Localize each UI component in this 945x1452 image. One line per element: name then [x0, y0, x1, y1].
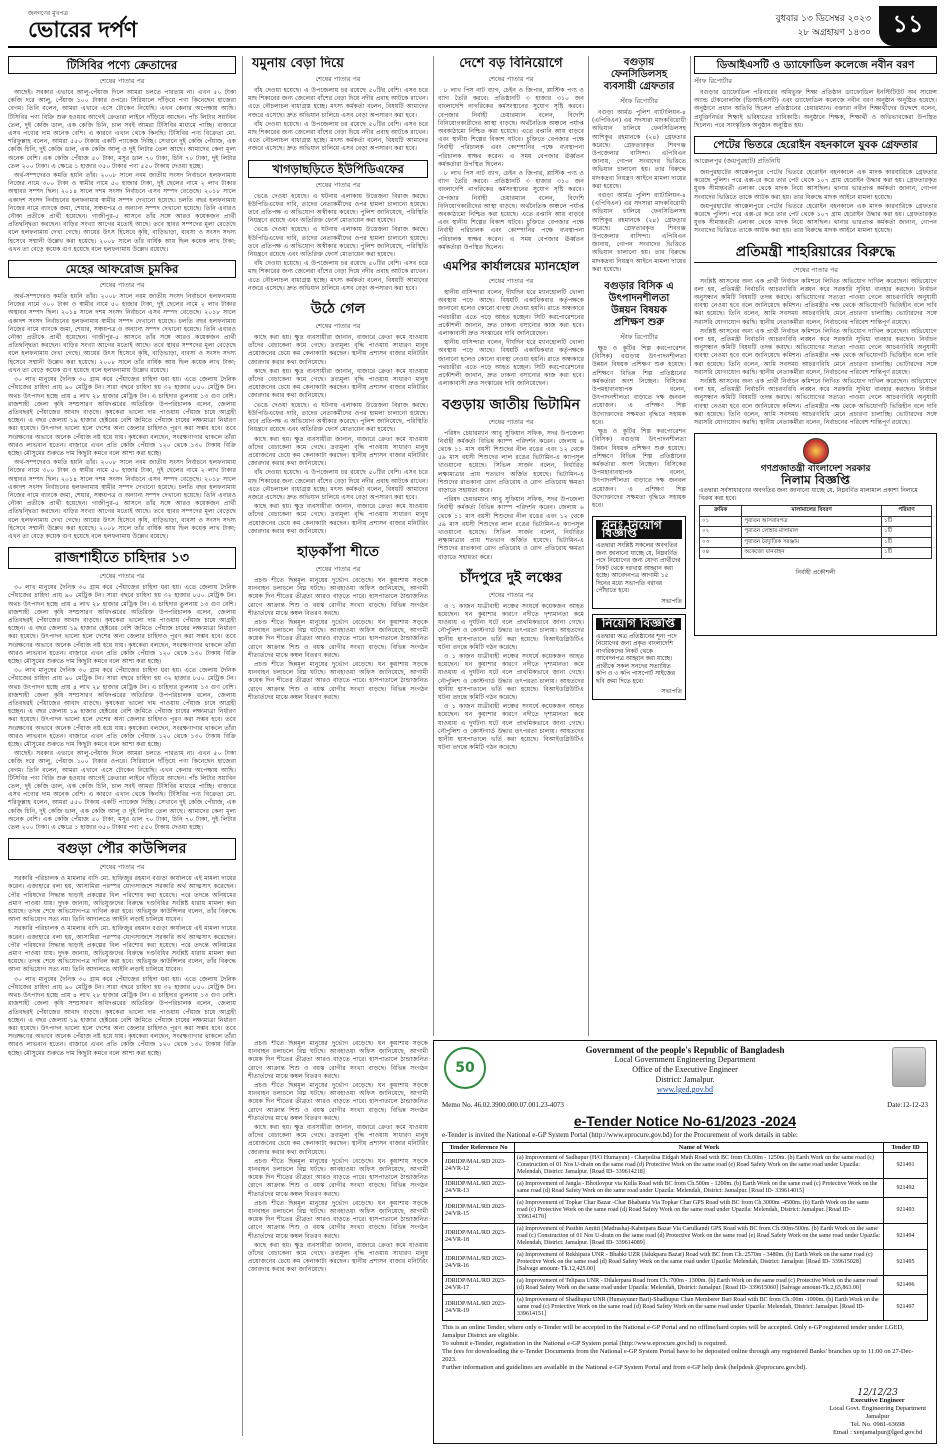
story-body: সরকারি পরিচালক ও মামলার বাদি মো. হাফিজুর রহমান বগুড়া কার্যালয়ে এই মামলা দায়ের করেন। এজাহারে বলা হয়, আসামিরা পরস্পর যোগসাজশে সরকারি অর্থ আত্মসাৎ করেছেন। পৌর পরিষদের সিদ্ধান্ত ছাড়াই প্রকল্পের বিল পরিশোধ করা হয়েছে। পরে তদন্তে অনিয়মের প্রমাণ পাওয়া যায়। দুদক জানায়, অভিযুক্তদের বিরুদ্ধে দণ্ডবিধির সংশ্লিষ্ট ধারায় মামলা করা হয়েছে। তদন্ত শেষে অভিযোগপত্র দাখিল করা হবে। অভিযুক্ত কাউন্সিলর বলেন, তাঁর বিরুদ্ধে আনা অভিযোগ সত্য নয়। তিনি আদালতে আইনি লড়াই চালিয়ে যাবেন। সরকারি পরিচালক ও মামলার বাদি মো. হাফিজুর রহমান বগুড়া কার্যালয়ে এই মামলা দায়ের করেন। এজাহারে বলা হয়, আসামিরা পরস্পর যোগসাজশে সরকারি অর্থ আত্মসাৎ করেছেন। পৌর পরিষদের সিদ্ধান্ত ছাড়াই প্রকল্পের বিল পরিশোধ করা হয়েছে। পরে তদন্তে অনিয়মের প্রমাণ পাওয়া যায়। দুদক জানায়, অভিযুক্তদের বিরুদ্ধে দণ্ডবিধির সংশ্লিষ্ট ধারায় মামলা করা হয়েছে। তদন্ত শেষে অভিযোগপত্র দাখিল করা হবে। অভিযুক্ত কাউন্সিলর বলেন, তাঁর বিরুদ্ধে আনা অভিযোগ সত্য নয়। তিনি আদালতে আইনি লড়াই চালিয়ে যাবেন। ৩০ লাখ মানুষের দৈনিক ৩০ গ্রাম করে পেঁয়াজের চাহিদা ধরা হয়। এতে জেলায় দৈনিক পেঁয়াজের চাহিদা প্রায় ৯০ মেট্রিক টন। সারা বছরে চাহিদা হয় ৩২ হাজার ৮৫০ মেট্রিক টন। অথচ উৎপাদন হচ্ছে প্রায় ৪ লাখ ২৮ হাজার মেট্রিক টন। এ চাহিদার তুলনায় ১৩ গুণ বেশি। রাজশাহী জেলা কৃষি সম্প্রসারণ অধিদপ্তরের অতিরিক্ত উপপরিচালক বলেন, জেলায় প্রতিবছরই পেঁয়াজের আবাদ বাড়ছে। কৃষকেরা ভালো দাম পাওয়ায় পেঁয়াজ চাষে আগ্রহী হচ্ছেন। এ বছর জেলায় ১৯ হাজার হেক্টরের বেশি জমিতে পেঁয়াজ চাষের লক্ষ্যমাত্রা নির্ধারণ করা হয়েছে। উৎপাদন ভালো হলে দেশের অন্য জেলার চাহিদাও পূরণ করা সম্ভব হবে। তবে সংরক্ষণের অভাবে অনেক পেঁয়াজ নষ্ট হয়ে যায়। কৃষকেরা বলছেন, সংরক্ষণাগার থাকলে তাঁরা আরও লাভবান হতেন। বাজারে এখন প্রতি কেজি পেঁয়াজ ১২০ থেকে ১৩০ টাকায় বিক্রি হচ্ছে। মৌসুমের শুরুতে দাম কিছুটা কমবে বলে আশা করা হচ্ছে।: [8, 875, 236, 1057]
tender-ref: JDRIDP/MAL/RD 2023-24/VR-18: [443, 1224, 515, 1250]
tender-url-link[interactable]: www.lged.gov.bd: [656, 1085, 714, 1094]
column-divider: [588, 56, 589, 1036]
ad-punah-niyog: [592, 516, 686, 609]
column-divider: [242, 56, 243, 1436]
byline: শেষের পাতার পর: [488, 75, 534, 83]
tender-notes: [442, 1324, 928, 1372]
byline: শেষের পাতার পর: [315, 75, 361, 83]
ad-intro: এতদ্বারা সর্বসাধারণের অবগতির জন্য জানানো যাচ্ছে যে, নিম্নবর্ণিত মালামাল প্রকাশ্য নিলামে বিক্রয় করা হবে।: [699, 487, 918, 502]
byline: স্টাফ রিপোর্টার: [620, 333, 658, 342]
story-body: স্থানীয় বাসিন্দারা বলেন, দীর্ঘদিন ধরে ম্যানহোলটি খোলা অবস্থায় পড়ে আছে। বিষয়টি একাধিকবার কর্তৃপক্ষকে জানানো হলেও কোনো ব্যবস্থা নেওয়া হয়নি। রাতে অন্ধকারে পথচারীরা এতে পড়ে আহত হচ্ছেন। সিটি করপোরেশনের প্রকৌশলী জানান, দ্রুত ঢাকনা বসানোর কাজ করা হবে। এলাকাবাসী দ্রুত সংস্কারের দাবি জানিয়েছেন। স্থানীয় বাসিন্দারা বলেন, দীর্ঘদিন ধরে ম্যানহোলটি খোলা অবস্থায় পড়ে আছে। বিষয়টি একাধিকবার কর্তৃপক্ষকে জানানো হলেও কোনো ব্যবস্থা নেওয়া হয়নি। রাতে অন্ধকারে পথচারীরা এতে পড়ে আহত হচ্ছেন। সিটি করপোরেশনের প্রকৌশলী জানান, দ্রুত ঢাকনা বসানোর কাজ করা হবে। এলাকাবাসী দ্রুত সংস্কারের দাবি জানিয়েছেন।: [438, 289, 584, 388]
headline[interactable]: দেশে বড় বিনিয়োগে: [459, 56, 563, 71]
note: Further information and guidelines are available in the National e-GP System Portal and from e-GP help desk (helpdesk @eprocure.gov.bd).: [442, 1364, 807, 1371]
e-tender-notice: [433, 1040, 937, 1444]
headline[interactable]: ডিআইএসটি ও ড্যাফোডিল কলেজে নবীন বরণ: [694, 56, 937, 74]
ad-signer: সভাপতি: [661, 688, 682, 696]
byline: শেষের পাতার পর: [99, 77, 145, 85]
headline[interactable]: বগুড়া পৌর কাউন্সিলর: [8, 838, 236, 860]
tender-district: District: Jamalpur.: [655, 1075, 715, 1084]
story-khagrachari: [248, 160, 428, 293]
story-fensidil: [592, 56, 686, 274]
story-body: বাঁধ দেওয়া হয়েছে। এ উপজেলায় চর রয়েছে ৫০টির বেশি। এসব চরে মাছ শিকারের জন্য জেলেরা বাঁশের বেড়া দিয়ে নদীর প্রবাহ আটকে রাখেন। এতে নৌচলাচল বাধাগ্রস্ত হচ্ছে। মৎস্য কর্মকর্তা বলেন, বিষয়টি আমাদের নজরে এসেছে। দ্রুত অভিযান চালিয়ে এসব বেড়া অপসারণ করা হবে। বাঁধ দেওয়া হয়েছে। এ উপজেলায় চর রয়েছে ৫০টির বেশি। এসব চরে মাছ শিকারের জন্য জেলেরা বাঁশের বেড়া দিয়ে নদীর প্রবাহ আটকে রাখেন। এতে নৌচলাচল বাধাগ্রস্ত হচ্ছে। মৎস্য কর্মকর্তা বলেন, বিষয়টি আমাদের নজরে এসেছে। দ্রুত অভিযান চালিয়ে এসব বেড়া অপসারণ করা হবে।: [248, 87, 428, 153]
story-body: সংশ্লিষ্ট আসনের অন্য এক প্রার্থী নির্বাচন কমিশনে লিখিত অভিযোগ দাখিল করেছেন। অভিযোগে বলা হয়, প্রতিমন্ত্রী নির্বাচনি আচরণবিধি লঙ্ঘন করে সরকারি সুবিধা ব্যবহার করছেন। নির্বাচন অনুসন্ধান কমিটি বিষয়টি তদন্ত করছে। অভিযোগের সত্যতা পাওয়া গেলে আচরণবিধি অনুযায়ী ব্যবস্থা নেওয়া হবে বলে জানিয়েছে কমিশন। প্রতিমন্ত্রীর পক্ষ থেকে অভিযোগটি ভিত্তিহীন বলে দাবি করা হয়েছে। তিনি বলেন, আমি সবসময় আচরণবিধি মেনে প্রচারণা চালাচ্ছি। ভোটারদের সঙ্গে সরাসরি যোগাযোগ করছি। স্থানীয় নেতাকর্মীরা বলেন, নির্বাচনের পরিবেশ শান্তিপূর্ণ রয়েছে। সংশ্লিষ্ট আসনের অন্য এক প্রার্থী নির্বাচন কমিশনে লিখিত অভিযোগ দাখিল করেছেন। অভিযোগে বলা হয়, প্রতিমন্ত্রী নির্বাচনি আচরণবিধি লঙ্ঘন করে সরকারি সুবিধা ব্যবহার করছেন। নির্বাচন অনুসন্ধান কমিটি বিষয়টি তদন্ত করছে। অভিযোগের সত্যতা পাওয়া গেলে আচরণবিধি অনুযায়ী ব্যবস্থা নেওয়া হবে বলে জানিয়েছে কমিশন। প্রতিমন্ত্রীর পক্ষ থেকে অভিযোগটি ভিত্তিহীন বলে দাবি করা হয়েছে। তিনি বলেন, আমি সবসময় আচরণবিধি মেনে প্রচারণা চালাচ্ছি। ভোটারদের সঙ্গে সরাসরি যোগাযোগ করছি। স্থানীয় নেতাকর্মীরা বলেন, নির্বাচনের পরিবেশ শান্তিপূর্ণ রয়েছে। সংশ্লিষ্ট আসনের অন্য এক প্রার্থী নির্বাচন কমিশনে লিখিত অভিযোগ দাখিল করেছেন। অভিযোগে বলা হয়, প্রতিমন্ত্রী নির্বাচনি আচরণবিধি লঙ্ঘন করে সরকারি সুবিধা ব্যবহার করছেন। নির্বাচন অনুসন্ধান কমিটি বিষয়টি তদন্ত করছে। অভিযোগের সত্যতা পাওয়া গেলে আচরণবিধি অনুযায়ী ব্যবস্থা নেওয়া হবে বলে জানিয়েছে কমিশন। প্রতিমন্ত্রীর পক্ষ থেকে অভিযোগটি ভিত্তিহীন বলে দাবি করা হয়েছে। তিনি বলেন, আমি সবসময় আচরণবিধি মেনে প্রচারণা চালাচ্ছি। ভোটারদের সঙ্গে সরাসরি যোগাযোগ করছি। স্থানীয় নেতাকর্মীরা বলেন, নির্বাচনের পরিবেশ শান্তিপূর্ণ রয়েছে।: [694, 277, 937, 427]
byline: স্টাফ রিপোর্টার: [620, 97, 658, 105]
note: To submit e-Tender, registration in the National e-GP System portal (http://www.eprocure.gov.bd) is required.: [442, 1340, 728, 1347]
column-right: [694, 56, 937, 1036]
government-seal-icon: [803, 438, 829, 464]
byline: শেষের পাতার পর: [315, 564, 361, 573]
table-row: [443, 1198, 928, 1224]
portrait-image: [892, 1047, 926, 1087]
headline[interactable]: চাঁদপুরে দুই লঞ্চের: [459, 569, 563, 586]
note: The fees for downloading the e-Tender Documents from the National e-GP System Portal have to be deposited online through any registered Banks' branches up to 11:00 on 27-Dec-2023.: [442, 1348, 914, 1363]
newspaper-logo: [28, 8, 137, 43]
col-name: Name of Work: [515, 1143, 884, 1153]
table-row: ০২ পুরাতন লোহার মালামাল ১টি: [700, 527, 932, 538]
headline[interactable]: হাড়কাঁপা শীতে: [296, 543, 380, 560]
column-divider: [433, 56, 434, 1036]
story-harkapa: [248, 542, 428, 702]
story-manhole: [438, 258, 584, 388]
headline[interactable]: পেটের ভিতরে হেরোইন বহনকালে যুবক গ্রেফতার: [694, 136, 937, 154]
story-body: ভেঙে দেওয়া হয়েছে। এ ঘটনায় এলাকায় উত্তেজনা বিরাজ করছে। ইউপিডিএফের দাবি, তাদের নেতাকর্মীদের ওপর হামলা চালানো হয়েছে। তবে প্রতিপক্ষ এ অভিযোগ অস্বীকার করেছে। পুলিশ জানিয়েছে, পরিস্থিতি নিয়ন্ত্রণে রয়েছে এবং অতিরিক্ত ফোর্স মোতায়েন করা হয়েছে। ভেঙে দেওয়া হয়েছে। এ ঘটনায় এলাকায় উত্তেজনা বিরাজ করছে। ইউপিডিএফের দাবি, তাদের নেতাকর্মীদের ওপর হামলা চালানো হয়েছে। তবে প্রতিপক্ষ এ অভিযোগ অস্বীকার করেছে। পুলিশ জানিয়েছে, পরিস্থিতি নিয়ন্ত্রণে রয়েছে এবং অতিরিক্ত ফোর্স মোতায়েন করা হয়েছে। বাঁধ দেওয়া হয়েছে। এ উপজেলায় চর রয়েছে ৫০টির বেশি। এসব চরে মাছ শিকারের জন্য জেলেরা বাঁশের বেড়া দিয়ে নদীর প্রবাহ আটকে রাখেন। এতে নৌচলাচল বাধাগ্রস্ত হচ্ছে। মৎস্য কর্মকর্তা বলেন, বিষয়টি আমাদের নজরে এসেছে। দ্রুত অভিযান চালিয়ে এসব বেড়া অপসারণ করা হবে।: [248, 192, 428, 292]
table-row: [443, 1295, 928, 1321]
headline[interactable]: উঠে গেল: [310, 301, 366, 318]
byline: শেষের পাতার পর: [99, 863, 145, 872]
ad-title: নিলাম বিজ্ঞপ্তি: [781, 472, 850, 487]
story-bisic: [592, 280, 686, 510]
tender-signature-block: [829, 1389, 926, 1437]
tender-title: e-Tender Notice No-61/2023 -2024: [573, 1113, 797, 1129]
table-row: ০৩ পুরাতন বৈদ্যুতিক সরঞ্জাম ১টি: [700, 537, 932, 548]
story-harkapa-cont: [248, 1040, 428, 1275]
story-chandpur: [438, 568, 584, 753]
tender-work-name: (a) Improvement of Rekhipara UNR - Bhabki UZR (Jalukpara Bazar) Road with BC from Ch.:2570m - 3480m. (b) Earth Work on the same road (c) Protective Work on the same road (d) Road Safety Work on the same road under Upazila: Melendah, District: Jamalpur. [Road ID- 339615028] [Salvage amount- Tk.12,425.00]: [515, 1250, 884, 1276]
tender-id: 921493: [884, 1198, 928, 1224]
byline: শেষের পাতার পর: [99, 281, 145, 290]
signer-tel: Tel. No. 0981-63698: [850, 1421, 905, 1428]
date-bengali: ২৮ অগ্রহায়ণ ১৪৩০: [797, 28, 871, 38]
table-row: [443, 1250, 928, 1276]
ad-niyog: [592, 614, 686, 700]
ad-signer: নির্বাহী প্রকৌশলী: [795, 568, 836, 576]
story-body: আছেই। সরকার এভাবে আলু-পেঁয়াজ দিলে আমরা চলতে পারতাম না। এখন ৫০ টাকা কেজি দরে আলু, পেঁয়াজ ১০০ টাকার ওপরে। সিরিয়ালে দাঁড়িয়ে পণ্য কিনেছেন হাজেরা বেগম। তিনি বলেন, আমরা এখানে এসে টোকেন নিয়েছি। এখন কেনার অপেক্ষায় আছি। টিসিবির পণ্য বিক্রি শুরু হওয়ার আগেই ক্রেতারা লাইনে দাঁড়িয়ে আছেন। পাঁচ লিটার সয়াবিন তেল, দুই কেজি ডাল, এক কেজি চিনি, চাল সবই আমরা টিসিবির মাধ্যমে পাচ্ছি। বাজারে এসব পণ্যের দাম অনেক বেশি। এ কারণে এখান থেকে কিনছি। টিসিবির পণ্য বিক্রেতা মো. শরিফুল্লাহ বলেন, আমরা ৫৫০ টাকায় একটি প্যাকেজ দিচ্ছি। সেখানে দুই কেজি পেঁয়াজ, এক কেজি চিনি, দুই কেজি ডাল, এক কেজি আলু ও দুই লিটার তেল আছে। আমাদের কেনা মূল্য অনেক বেশি। এক কেজি পেঁয়াজ ৫০ টাকা, মসুর ডাল ৭০ টাকা, চিনি ৭০ টাকা, দুই লিটার তেল ২০০ টাকা। এ ক্ষেত্রে ১ হাজার ৩৫০ টাকার পণ্য ৫৫০ টাকায় দেওয়া হচ্ছে। অর্থ-সম্পদেরও কমতি হয়নি তাঁর। ২০০৮ সালে নবম জাতীয় সংসদ নির্বাচনে হলফনামায় নিজের নামে ৩০০ টাকা ও স্বামীর নামে ৫০ হাজার টাকা, দুই ছেলের নামে ২ লাখ টাকার অস্থাবর সম্পদ ছিল। ২০১৪ সালে দশম সংসদ নির্বাচনে এসব সম্পদ বেড়েছে। ২০১৮ সালে একাদশ সংসদ নির্বাচনের হলফনামায় স্বামীর সম্পদ দেখানো হয়েছে। চলতি বছর হলফনামায় নিজের নামে ব্যাংকে জমা, শেয়ার, সঞ্চয়পত্র ও অন্যান্য সম্পদ দেখানো হয়েছে। তিনি এবারও নৌকা প্রতীকে প্রার্থী হয়েছেন। গাজীপুর-৫ আসনে তাঁর সঙ্গে আরও কয়েকজন প্রার্থী প্রতিদ্বন্দ্বিতা করছেন। বাড়ির সংখ্যা আগের মতোই আছে। তবে স্থাবর সম্পদের মূল্য বেড়েছে বলে হলফনামায় দেখা গেছে। আয়ের উৎস হিসেবে কৃষি, বাড়িভাড়া, ব্যবসা ও সংসদ সদস্য হিসেবে সম্মানী উল্লেখ করা হয়েছে। ২০০৮ সালে তাঁর বার্ষিক আয় ছিল কয়েক লাখ টাকা; এখন তা বেড়ে কয়েক গুণ হয়েছে বলে হলফনামায় উল্লেখ রয়েছে।: [8, 89, 236, 253]
tender-work-name: (a) Improvement of Sadhupur (H/O Humayun) - Charpolisa Eidgah Math Road with BC from Ch.00m - 1250m. (b) Earth Work on the same road (c) Construction of 01 Nos U-drain on the same road (d) Protective Work on the same road (e) Road Safety Work on the same road under Upazila: Melendah, District: Jamalpur. [Road ID- 339614218]: [515, 1153, 884, 1179]
headline[interactable]: মেহের আফরোজ চুমকির: [8, 260, 236, 278]
column-center: [438, 56, 584, 1036]
story-body: জয়পুরহাটের আক্কেলপুরে পেটের ভিতরে হেরোইন বহনকালে এক মাদক কারবারিকে গ্রেফতার করেছে পুলিশ। পরে এক্স-রে করে তার পেট থেকে ১০৭ গ্রাম হেরোইন উদ্ধার করা হয়। গ্রেফতারকৃত যুবক সীমান্তবর্তী এলাকা থেকে মাদক নিয়ে আসছিল। থানার ভারপ্রাপ্ত কর্মকর্তা জানান, গোপন সংবাদের ভিত্তিতে তাকে আটক করা হয়। তার বিরুদ্ধে মাদক আইনে মামলা হয়েছে। জয়পুরহাটের আক্কেলপুরে পেটের ভিতরে হেরোইন বহনকালে এক মাদক কারবারিকে গ্রেফতার করেছে পুলিশ। পরে এক্স-রে করে তার পেট থেকে ১০৭ গ্রাম হেরোইন উদ্ধার করা হয়। গ্রেফতারকৃত যুবক সীমান্তবর্তী এলাকা থেকে মাদক নিয়ে আসছিল। থানার ভারপ্রাপ্ত কর্মকর্তা জানান, গোপন সংবাদের ভিত্তিতে তাকে আটক করা হয়। তার বিরুদ্ধে মাদক আইনে মামলা হয়েছে।: [694, 169, 937, 235]
tender-gov: Government of the people's Republic of Bangladesh: [585, 1045, 785, 1055]
anniversary-logo-icon: 50: [444, 1047, 486, 1089]
byline: শেষের পাতার পর: [488, 590, 534, 599]
story-vitamin: [438, 395, 584, 562]
byline: স্টাফ রিপোর্টার: [694, 77, 732, 85]
tender-dept: Local Government Engineering Department: [614, 1055, 756, 1064]
headline[interactable]: প্রতিমন্ত্রী শাহরিয়ারের বিরুদ্ধে: [694, 242, 937, 263]
signer-place: Jamalpur: [865, 1413, 890, 1420]
memo-number: Memo No. 46.02.3900.000.07.001.23-4073: [442, 1101, 564, 1109]
tender-memo-row: [442, 1101, 928, 1109]
headline[interactable]: রাজশাহীতে চাহিদার ১৩: [8, 547, 236, 569]
tender-ref: JDRIDP/MAL/RD 2023-24/VR-16: [443, 1250, 515, 1276]
column-center-left-bottom: [248, 1040, 428, 1440]
story-body: পরিষদ চেয়ারম্যান আবু সুফিয়ান সফিক, সদর উপজেলা নির্বাহী কর্মকর্তা বিভিন্ন ক্যাম্প পরিদর্শন করেন। জেলায় ৬ থেকে ১১ মাস বয়সী শিশুদের নীল রঙের এবং ১২ থেকে ৫৯ মাস বয়সী শিশুদের লাল রঙের ভিটামিন-এ ক্যাপসুল খাওয়ানো হয়েছে। সিভিল সার্জন বলেন, নির্ধারিত লক্ষ্যমাত্রার প্রায় শতভাগ অর্জিত হয়েছে। ভিটামিন-এ শিশুদের রাতকানা রোগ প্রতিরোধ ও রোগ প্রতিরোধ ক্ষমতা বাড়াতে সহায়তা করে। পরিষদ চেয়ারম্যান আবু সুফিয়ান সফিক, সদর উপজেলা নির্বাহী কর্মকর্তা বিভিন্ন ক্যাম্প পরিদর্শন করেন। জেলায় ৬ থেকে ১১ মাস বয়সী শিশুদের নীল রঙের এবং ১২ থেকে ৫৯ মাস বয়সী শিশুদের লাল রঙের ভিটামিন-এ ক্যাপসুল খাওয়ানো হয়েছে। সিভিল সার্জন বলেন, নির্ধারিত লক্ষ্যমাত্রার প্রায় শতভাগ অর্জিত হয়েছে। ভিটামিন-এ শিশুদের রাতকানা রোগ প্রতিরোধ ও রোগ প্রতিরোধ ক্ষমতা বাড়াতে সহায়তা করে।: [438, 429, 584, 561]
table-row: ০১ পুরাতন আসবাবপত্র ১টি: [700, 516, 932, 527]
tender-office: Office of the Executive Engineer: [632, 1065, 738, 1074]
column-center-right: [592, 56, 686, 1036]
story-jamuna: [248, 56, 428, 154]
story-foreign: [438, 56, 584, 252]
headline[interactable]: বগুড়ার বিসিক এ উৎপাদনশীলতা উন্নয়ন বিষয়ক প্রশিক্ষণ শুরু: [604, 281, 674, 329]
signer-title: Executive Engineer: [850, 1397, 905, 1404]
tender-work-name: (a) Improvement of Pasthin Amitti (Madrasha)-Kahetpara Bazar Via Carulkandi GPS Road with BC from Ch.:00m-500m. (b) Earth Work on the same road (c) Construction of 01 Nos U-drain on the same road (d) Protective Work on the same road (e) Road Safety Work on the same road under Upazila: Melendah, District: Jamalpur. [Road ID- 339614089]: [515, 1224, 884, 1250]
table-row: [443, 1276, 928, 1295]
story-body: অর্থ-সম্পদেরও কমতি হয়নি তাঁর। ২০০৮ সালে নবম জাতীয় সংসদ নির্বাচনে হলফনামায় নিজের নামে ৩০০ টাকা ও স্বামীর নামে ৫০ হাজার টাকা, দুই ছেলের নামে ২ লাখ টাকার অস্থাবর সম্পদ ছিল। ২০১৪ সালে দশম সংসদ নির্বাচনে এসব সম্পদ বেড়েছে। ২০১৮ সালে একাদশ সংসদ নির্বাচনের হলফনামায় স্বামীর সম্পদ দেখানো হয়েছে। চলতি বছর হলফনামায় নিজের নামে ব্যাংকে জমা, শেয়ার, সঞ্চয়পত্র ও অন্যান্য সম্পদ দেখানো হয়েছে। তিনি এবারও নৌকা প্রতীকে প্রার্থী হয়েছেন। গাজীপুর-৫ আসনে তাঁর সঙ্গে আরও কয়েকজন প্রার্থী প্রতিদ্বন্দ্বিতা করছেন। বাড়ির সংখ্যা আগের মতোই আছে। তবে স্থাবর সম্পদের মূল্য বেড়েছে বলে হলফনামায় দেখা গেছে। আয়ের উৎস হিসেবে কৃষি, বাড়িভাড়া, ব্যবসা ও সংসদ সদস্য হিসেবে সম্মানী উল্লেখ করা হয়েছে। ২০০৮ সালে তাঁর বার্ষিক আয় ছিল কয়েক লাখ টাকা; এখন তা বেড়ে কয়েক গুণ হয়েছে বলে হলফনামায় উল্লেখ রয়েছে। ৩০ লাখ মানুষের দৈনিক ৩০ গ্রাম করে পেঁয়াজের চাহিদা ধরা হয়। এতে জেলায় দৈনিক পেঁয়াজের চাহিদা প্রায় ৯০ মেট্রিক টন। সারা বছরে চাহিদা হয় ৩২ হাজার ৮৫০ মেট্রিক টন। অথচ উৎপাদন হচ্ছে প্রায় ৪ লাখ ২৮ হাজার মেট্রিক টন। এ চাহিদার তুলনায় ১৩ গুণ বেশি। রাজশাহী জেলা কৃষি সম্প্রসারণ অধিদপ্তরের অতিরিক্ত উপপরিচালক বলেন, জেলায় প্রতিবছরই পেঁয়াজের আবাদ বাড়ছে। কৃষকেরা ভালো দাম পাওয়ায় পেঁয়াজ চাষে আগ্রহী হচ্ছেন। এ বছর জেলায় ১৯ হাজার হেক্টরের বেশি জমিতে পেঁয়াজ চাষের লক্ষ্যমাত্রা নির্ধারণ করা হয়েছে। উৎপাদন ভালো হলে দেশের অন্য জেলার চাহিদাও পূরণ করা সম্ভব হবে। তবে সংরক্ষণের অভাবে অনেক পেঁয়াজ নষ্ট হয়ে যায়। কৃষকেরা বলছেন, সংরক্ষণাগার থাকলে তাঁরা আরও লাভবান হতেন। বাজারে এখন প্রতি কেজি পেঁয়াজ ১২০ থেকে ১৩০ টাকায় বিক্রি হচ্ছে। মৌসুমের শুরুতে দাম কিছুটা কমবে বলে আশা করা হচ্ছে। অর্থ-সম্পদেরও কমতি হয়নি তাঁর। ২০০৮ সালে নবম জাতীয় সংসদ নির্বাচনে হলফনামায় নিজের নামে ৩০০ টাকা ও স্বামীর নামে ৫০ হাজার টাকা, দুই ছেলের নামে ২ লাখ টাকার অস্থাবর সম্পদ ছিল। ২০১৪ সালে দশম সংসদ নির্বাচনে এসব সম্পদ বেড়েছে। ২০১৮ সালে একাদশ সংসদ নির্বাচনের হলফনামায় স্বামীর সম্পদ দেখানো হয়েছে। চলতি বছর হলফনামায় নিজের নামে ব্যাংকে জমা, শেয়ার, সঞ্চয়পত্র ও অন্যান্য সম্পদ দেখানো হয়েছে। তিনি এবারও নৌকা প্রতীকে প্রার্থী হয়েছেন। গাজীপুর-৫ আসনে তাঁর সঙ্গে আরও কয়েকজন প্রার্থী প্রতিদ্বন্দ্বিতা করছেন। বাড়ির সংখ্যা আগের মতোই আছে। তবে স্থাবর সম্পদের মূল্য বেড়েছে বলে হলফনামায় দেখা গেছে। আয়ের উৎস হিসেবে কৃষি, বাড়িভাড়া, ব্যবসা ও সংসদ সদস্য হিসেবে সম্মানী উল্লেখ করা হয়েছে। ২০০৮ সালে তাঁর বার্ষিক আয় ছিল কয়েক লাখ টাকা; এখন তা বেড়ে কয়েক গুণ হয়েছে বলে হলফনামায় উল্লেখ রয়েছে।: [8, 293, 236, 540]
tender-id: 921497: [884, 1295, 928, 1321]
tender-work-name: (a) Improvement of Shadhupur UNR (Humayuner Bari)-Shadhupur Chan Memberer Bari Road with BC from Ch.:00m -1000m. (b) Earth Work on the same road (c) Protective Work on the same road (d) Road Safety Work on the same road under Upazila: Melendah, District: Jamalpur. [Road ID- 339614151]: [515, 1295, 884, 1321]
headline[interactable]: খাগড়াছড়িতে ইউপিডিএফের: [248, 160, 428, 178]
story-heroin: [694, 136, 937, 236]
date-block: [776, 6, 937, 46]
byline: শেষের পাতার পর: [99, 572, 145, 581]
story-dmc: [694, 56, 937, 130]
story-body: ক্ষুদ্র ও কুটির শিল্প করপোরেশন (বিসিক) বগুড়ায় উৎপাদনশীলতা উন্নয়ন বিষয়ক প্রশিক্ষণ শুরু হয়েছে। প্রশিক্ষণে বিভিন্ন শিল্প প্রতিষ্ঠানের কর্মকর্তারা অংশ নিচ্ছেন। বিসিকের উপমহাব্যবস্থাপক বলেন, উৎপাদনশীলতা বাড়াতে দক্ষ জনবল প্রয়োজন। এ প্রশিক্ষণ শিল্প উদ্যোক্তাদের সক্ষমতা বৃদ্ধিতে সহায়ক হবে। ক্ষুদ্র ও কুটির শিল্প করপোরেশন (বিসিক) বগুড়ায় উৎপাদনশীলতা উন্নয়ন বিষয়ক প্রশিক্ষণ শুরু হয়েছে। প্রশিক্ষণে বিভিন্ন শিল্প প্রতিষ্ঠানের কর্মকর্তারা অংশ নিচ্ছেন। বিসিকের উপমহাব্যবস্থাপক বলেন, উৎপাদনশীলতা বাড়াতে দক্ষ জনবল প্রয়োজন। এ প্রশিক্ষণ শিল্প উদ্যোক্তাদের সক্ষমতা বৃদ্ধিতে সহায়ক হবে।: [592, 345, 686, 509]
story-body: ৩০ লাখ মানুষের দৈনিক ৩০ গ্রাম করে পেঁয়াজের চাহিদা ধরা হয়। এতে জেলায় দৈনিক পেঁয়াজের চাহিদা প্রায় ৯০ মেট্রিক টন। সারা বছরে চাহিদা হয় ৩২ হাজার ৮৫০ মেট্রিক টন। অথচ উৎপাদন হচ্ছে প্রায় ৪ লাখ ২৮ হাজার মেট্রিক টন। এ চাহিদার তুলনায় ১৩ গুণ বেশি। রাজশাহী জেলা কৃষি সম্প্রসারণ অধিদপ্তরের অতিরিক্ত উপপরিচালক বলেন, জেলায় প্রতিবছরই পেঁয়াজের আবাদ বাড়ছে। কৃষকেরা ভালো দাম পাওয়ায় পেঁয়াজ চাষে আগ্রহী হচ্ছেন। এ বছর জেলায় ১৯ হাজার হেক্টরের বেশি জমিতে পেঁয়াজ চাষের লক্ষ্যমাত্রা নির্ধারণ করা হয়েছে। উৎপাদন ভালো হলে দেশের অন্য জেলার চাহিদাও পূরণ করা সম্ভব হবে। তবে সংরক্ষণের অভাবে অনেক পেঁয়াজ নষ্ট হয়ে যায়। কৃষকেরা বলছেন, সংরক্ষণাগার থাকলে তাঁরা আরও লাভবান হতেন। বাজারে এখন প্রতি কেজি পেঁয়াজ ১২০ থেকে ১৩০ টাকায় বিক্রি হচ্ছে। মৌসুমের শুরুতে দাম কিছুটা কমবে বলে আশা করা হচ্ছে। ৩০ লাখ মানুষের দৈনিক ৩০ গ্রাম করে পেঁয়াজের চাহিদা ধরা হয়। এতে জেলায় দৈনিক পেঁয়াজের চাহিদা প্রায় ৯০ মেট্রিক টন। সারা বছরে চাহিদা হয় ৩২ হাজার ৮৫০ মেট্রিক টন। অথচ উৎপাদন হচ্ছে প্রায় ৪ লাখ ২৮ হাজার মেট্রিক টন। এ চাহিদার তুলনায় ১৩ গুণ বেশি। রাজশাহী জেলা কৃষি সম্প্রসারণ অধিদপ্তরের অতিরিক্ত উপপরিচালক বলেন, জেলায় প্রতিবছরই পেঁয়াজের আবাদ বাড়ছে। কৃষকেরা ভালো দাম পাওয়ায় পেঁয়াজ চাষে আগ্রহী হচ্ছেন। এ বছর জেলায় ১৯ হাজার হেক্টরের বেশি জমিতে পেঁয়াজ চাষের লক্ষ্যমাত্রা নির্ধারণ করা হয়েছে। উৎপাদন ভালো হলে দেশের অন্য জেলার চাহিদাও পূরণ করা সম্ভব হবে। তবে সংরক্ষণের অভাবে অনেক পেঁয়াজ নষ্ট হয়ে যায়। কৃষকেরা বলছেন, সংরক্ষণাগার থাকলে তাঁরা আরও লাভবান হতেন। বাজারে এখন প্রতি কেজি পেঁয়াজ ১২০ থেকে ১৩০ টাকায় বিক্রি হচ্ছে। মৌসুমের শুরুতে দাম কিছুটা কমবে বলে আশা করা হচ্ছে। আছেই। সরকার এভাবে আলু-পেঁয়াজ দিলে আমরা চলতে পারতাম না। এখন ৫০ টাকা কেজি দরে আলু, পেঁয়াজ ১০০ টাকার ওপরে। সিরিয়ালে দাঁড়িয়ে পণ্য কিনেছেন হাজেরা বেগম। তিনি বলেন, আমরা এখানে এসে টোকেন নিয়েছি। এখন কেনার অপেক্ষায় আছি। টিসিবির পণ্য বিক্রি শুরু হওয়ার আগেই ক্রেতারা লাইনে দাঁড়িয়ে আছেন। পাঁচ লিটার সয়াবিন তেল, দুই কেজি ডাল, এক কেজি চিনি, চাল সবই আমরা টিসিবির মাধ্যমে পাচ্ছি। বাজারে এসব পণ্যের দাম অনেক বেশি। এ কারণে এখান থেকে কিনছি। টিসিবির পণ্য বিক্রেতা মো. শরিফুল্লাহ বলেন, আমরা ৫৫০ টাকায় একটি প্যাকেজ দিচ্ছি। সেখানে দুই কেজি পেঁয়াজ, এক কেজি চিনি, দুই কেজি ডাল, এক কেজি আলু ও দুই লিটার তেল আছে। আমাদের কেনা মূল্য অনেক বেশি। এক কেজি পেঁয়াজ ৫০ টাকা, মসুর ডাল ৭০ টাকা, চিনি ৭০ টাকা, দুই লিটার তেল ২০০ টাকা। এ ক্ষেত্রে ১ হাজার ৩৫০ টাকার পণ্য ৫৫০ টাকায় দেওয়া হচ্ছে।: [8, 584, 236, 832]
table-row: [443, 1179, 928, 1198]
story-body: প্রচণ্ড শীতে ছিন্নমূল মানুষের দুর্ভোগ বেড়েছে। ঘন কুয়াশায় সড়কে যানবাহন চলাচলে বিঘ্ন ঘটছে। আবহাওয়া অফিস জানিয়েছে, আগামী কয়েক দিন শীতের তীব্রতা আরও বাড়তে পারে। হাসপাতালে ঠান্ডাজনিত রোগে আক্রান্ত শিশু ও বয়স্ক রোগীর সংখ্যা বাড়ছে। বিভিন্ন সংগঠন শীতার্তদের মাঝে কম্বল বিতরণ করছে। প্রচণ্ড শীতে ছিন্নমূল মানুষের দুর্ভোগ বেড়েছে। ঘন কুয়াশায় সড়কে যানবাহন চলাচলে বিঘ্ন ঘটছে। আবহাওয়া অফিস জানিয়েছে, আগামী কয়েক দিন শীতের তীব্রতা আরও বাড়তে পারে। হাসপাতালে ঠান্ডাজনিত রোগে আক্রান্ত শিশু ও বয়স্ক রোগীর সংখ্যা বাড়ছে। বিভিন্ন সংগঠন শীতার্তদের মাঝে কম্বল বিতরণ করছে। প্রচণ্ড শীতে ছিন্নমূল মানুষের দুর্ভোগ বেড়েছে। ঘন কুয়াশায় সড়কে যানবাহন চলাচলে বিঘ্ন ঘটছে। আবহাওয়া অফিস জানিয়েছে, আগামী কয়েক দিন শীতের তীব্রতা আরও বাড়তে পারে। হাসপাতালে ঠান্ডাজনিত রোগে আক্রান্ত শিশু ও বয়স্ক রোগীর সংখ্যা বাড়ছে। বিভিন্ন সংগঠন শীতার্তদের মাঝে কম্বল বিতরণ করছে।: [248, 576, 428, 701]
byline: শেষের পাতার পর: [315, 322, 361, 331]
story-body: বগুড়ার ড্যাফোডিল পরিবারের অধিভুক্ত শিক্ষা প্রতিষ্ঠান ড্যাফোডিল ইনস্টিটিউট অব সায়েন্স অ্যান্ড টেকনোলজি (ডিআইএসটি) এবং ড্যাফোডিল কলেজে নবীন বরণ অনুষ্ঠান অনুষ্ঠিত হয়েছে। অনুষ্ঠানে প্রধান অতিথি ছিলেন প্রতিষ্ঠানের চেয়ারম্যান। বক্তারা নবীন শিক্ষার্থীদের উদ্দেশে বলেন, প্রযুক্তিনির্ভর শিক্ষাই ভবিষ্যতের চাবিকাঠি। অনুষ্ঠানে শিক্ষক, শিক্ষার্থী ও অভিভাবকেরা উপস্থিত ছিলেন। পরে সাংস্কৃতিক অনুষ্ঠান অনুষ্ঠিত হয়।: [694, 89, 937, 129]
col-ref: Tender Reference No: [443, 1143, 515, 1153]
column-left: [8, 56, 236, 1446]
page-number: ১১: [879, 6, 937, 46]
story-body: ৮ লাখ পিস নাট ব্যাগ, চেইন ও জিপার, প্লাস্টিক পণ্য ও ব্যাগ তৈরি করবে। প্রতিষ্ঠানটি ৩ হাজার ৩১০ জন বাংলাদেশি নাগরিকের কর্মসংস্থানের সুযোগ সৃষ্টি করবে। বেপজার নির্বাহী চেয়ারম্যান বলেন, বিদেশি বিনিয়োগকারীদের আস্থা বাড়ছে। অর্থনৈতিক অঞ্চলে পর্যাপ্ত অবকাঠামো নিশ্চিত করা হয়েছে। এতে রপ্তানি আয় বাড়বে এবং স্থানীয় শিল্পের বিকাশ ঘটবে। চুক্তিতে বেপজার পক্ষে নির্বাহী পরিচালক এবং কোম্পানির পক্ষে ব্যবস্থাপনা পরিচালক স্বাক্ষর করেন। এ সময় বেপজার ঊর্ধ্বতন কর্মকর্তারা উপস্থিত ছিলেন। ৮ লাখ পিস নাট ব্যাগ, চেইন ও জিপার, প্লাস্টিক পণ্য ও ব্যাগ তৈরি করবে। প্রতিষ্ঠানটি ৩ হাজার ৩১০ জন বাংলাদেশি নাগরিকের কর্মসংস্থানের সুযোগ সৃষ্টি করবে। বেপজার নির্বাহী চেয়ারম্যান বলেন, বিদেশি বিনিয়োগকারীদের আস্থা বাড়ছে। অর্থনৈতিক অঞ্চলে পর্যাপ্ত অবকাঠামো নিশ্চিত করা হয়েছে। এতে রপ্তানি আয় বাড়বে এবং স্থানীয় শিল্পের বিকাশ ঘটবে। চুক্তিতে বেপজার পক্ষে নির্বাহী পরিচালক এবং কোম্পানির পক্ষে ব্যবস্থাপনা পরিচালক স্বাক্ষর করেন। এ সময় বেপজার ঊর্ধ্বতন কর্মকর্তারা উপস্থিত ছিলেন।: [438, 87, 584, 251]
signer-org: Local Govt. Engineering Department: [829, 1405, 926, 1412]
ad-body: এতদ্বারা সংশ্লিষ্ট সকলের অবগতির জন্য জানানো যাচ্ছে যে, নিম্নবর্ণিত পদে নিয়োগের জন্য যোগ্য প্রার্থীদের নিকট থেকে দরখাস্ত আহ্বান করা হচ্ছে। আবেদনপত্র আগামী ১৫ দিনের মধ্যে সভাপতি বরাবর পৌঁছাতে হবে।: [596, 542, 681, 595]
tender-work-name: (a) Improvement of Topkar Char Bazar -Char Bhabania Via Topkar Char GPS Road with BC from Ch.3000m -4500m. (b) Earth Work on the same road (c) Protective Work on the same road (d) Road Safety Work on the same road under Upazila: Melendah, District: Jamalpur. [Road ID- 339614170]: [515, 1198, 884, 1224]
story-body: কাছে করা হয়। ক্ষুদ্র ব্যবসায়ীরা জানান, বাজারে ক্রেতা কমে যাওয়ায় তাঁদের বেচাকেনা কমে গেছে। দ্রব্যমূল্য বৃদ্ধি পাওয়ায় সাধারণ মানুষ প্রয়োজনের চেয়ে কম কেনাকাটা করছেন। স্থানীয় প্রশাসন বাজার মনিটরিং জোরদার করার কথা জানিয়েছে। কাছে করা হয়। ক্ষুদ্র ব্যবসায়ীরা জানান, বাজারে ক্রেতা কমে যাওয়ায় তাঁদের বেচাকেনা কমে গেছে। দ্রব্যমূল্য বৃদ্ধি পাওয়ায় সাধারণ মানুষ প্রয়োজনের চেয়ে কম কেনাকাটা করছেন। স্থানীয় প্রশাসন বাজার মনিটরিং জোরদার করার কথা জানিয়েছে। ভেঙে দেওয়া হয়েছে। এ ঘটনায় এলাকায় উত্তেজনা বিরাজ করছে। ইউপিডিএফের দাবি, তাদের নেতাকর্মীদের ওপর হামলা চালানো হয়েছে। তবে প্রতিপক্ষ এ অভিযোগ অস্বীকার করেছে। পুলিশ জানিয়েছে, পরিস্থিতি নিয়ন্ত্রণে রয়েছে এবং অতিরিক্ত ফোর্স মোতায়েন করা হয়েছে। কাছে করা হয়। ক্ষুদ্র ব্যবসায়ীরা জানান, বাজারে ক্রেতা কমে যাওয়ায় তাঁদের বেচাকেনা কমে গেছে। দ্রব্যমূল্য বৃদ্ধি পাওয়ায় সাধারণ মানুষ প্রয়োজনের চেয়ে কম কেনাকাটা করছেন। স্থানীয় প্রশাসন বাজার মনিটরিং জোরদার করার কথা জানিয়েছে। বাঁধ দেওয়া হয়েছে। এ উপজেলায় চর রয়েছে ৫০টির বেশি। এসব চরে মাছ শিকারের জন্য জেলেরা বাঁশের বেড়া দিয়ে নদীর প্রবাহ আটকে রাখেন। এতে নৌচলাচল বাধাগ্রস্ত হচ্ছে। মৎস্য কর্মকর্তা বলেন, বিষয়টি আমাদের নজরে এসেছে। দ্রুত অভিযান চালিয়ে এসব বেড়া অপসারণ করা হবে। কাছে করা হয়। ক্ষুদ্র ব্যবসায়ীরা জানান, বাজারে ক্রেতা কমে যাওয়ায় তাঁদের বেচাকেনা কমে গেছে। দ্রব্যমূল্য বৃদ্ধি পাওয়ায় সাধারণ মানুষ প্রয়োজনের চেয়ে কম কেনাকাটা করছেন। স্থানীয় প্রশাসন বাজার মনিটরিং জোরদার করার কথা জানিয়েছে।: [248, 334, 428, 535]
tender-ref: JDRIDP/MAL/RD 2023-24/VR-12: [443, 1153, 515, 1179]
tender-id: 921492: [884, 1179, 928, 1198]
tender-ref: JDRIDP/MAL/RD 2023-24/VR-13: [443, 1179, 515, 1198]
signer-email[interactable]: Email : xenjamalpur@lged.gov.bd: [832, 1429, 923, 1436]
tender-work-name: (a) Improvement of Jangla - Bhotlovpur via Kulla Road with BC from Ch.500m - 1200m. (b) Earth Work on the same road (c) Protective Work on the same road (d) Road Safety Work on the same road under Upazila: Melendah, District: Jamalpur. [Road ID- 339614015]: [515, 1179, 884, 1198]
headline[interactable]: এমপির কার্যালয়ের ম্যানহোল: [442, 259, 580, 274]
ad-nilam: [694, 433, 937, 636]
table-row: [443, 1224, 928, 1250]
logo-text: ভোরের দর্পণ: [28, 18, 137, 43]
story-uthe-gelo: [248, 299, 428, 536]
story-body: ও ১ কাজন যাত্রীবাহী লঞ্চের সংঘর্ষে কয়েকজন আহত হয়েছেন। ঘন কুয়াশার কারণে নদীতে দৃশ্যমানতা কমে যাওয়ায় এ দুর্ঘটনা ঘটে বলে প্রাথমিকভাবে জানা গেছে। নৌপুলিশ ও কোস্টগার্ড উদ্ধার তৎপরতা চালায়। আহতদের স্থানীয় হাসপাতালে ভর্তি করা হয়েছে। বিআইডব্লিউটিএ ঘটনা তদন্তে কমিটি গঠন করেছে। ও ১ কাজন যাত্রীবাহী লঞ্চের সংঘর্ষে কয়েকজন আহত হয়েছেন। ঘন কুয়াশার কারণে নদীতে দৃশ্যমানতা কমে যাওয়ায় এ দুর্ঘটনা ঘটে বলে প্রাথমিকভাবে জানা গেছে। নৌপুলিশ ও কোস্টগার্ড উদ্ধার তৎপরতা চালায়। আহতদের স্থানীয় হাসপাতালে ভর্তি করা হয়েছে। বিআইডব্লিউটিএ ঘটনা তদন্তে কমিটি গঠন করেছে। ও ১ কাজন যাত্রীবাহী লঞ্চের সংঘর্ষে কয়েকজন আহত হয়েছেন। ঘন কুয়াশার কারণে নদীতে দৃশ্যমানতা কমে যাওয়ায় এ দুর্ঘটনা ঘটে বলে প্রাথমিকভাবে জানা গেছে। নৌপুলিশ ও কোস্টগার্ড উদ্ধার তৎপরতা চালায়। আহতদের স্থানীয় হাসপাতালে ভর্তি করা হয়েছে। বিআইডব্লিউটিএ ঘটনা তদন্তে কমিটি গঠন করেছে।: [438, 602, 584, 752]
ad-gov-title: গণপ্রজাতন্ত্রী বাংলাদেশ সরকার: [760, 464, 871, 475]
ad-body: এতদ্বারা অত্র প্রতিষ্ঠানের শূন্য পদে নিয়োগের জন্য প্রকৃত বাংলাদেশি নাগরিকদের নিকট থেকে আবেদনপত্র আহ্বান করা যাচ্ছে। প্রার্থীকে সকল সনদের সত্যায়িত কপি ও ৩ কপি পাসপোর্ট সাইজের ছবি জমা দিতে হবে।: [596, 632, 677, 685]
story-meher: [8, 260, 236, 541]
tender-id: 921494: [884, 1224, 928, 1250]
story-body: বগুড়া আর্মড পুলিশ ব্যাটালিয়ন-৪ (এপিবিএন) এর সদস্যরা মাদকবিরোধী অভিযান চালিয়ে ফেনসিডিলসহ আশিকুর রহমানকে (২৪) গ্রেফতার করেছে। গ্রেফতারকৃত শিবগঞ্জ উপজেলার বাসিন্দা। এপিবিএন জানায়, গোপন সংবাদের ভিত্তিতে অভিযান চালানো হয়। তার বিরুদ্ধে মাদকদ্রব্য নিয়ন্ত্রণ আইনে মামলা দায়ের করা হয়েছে। বগুড়া আর্মড পুলিশ ব্যাটালিয়ন-৪ (এপিবিএন) এর সদস্যরা মাদকবিরোধী অভিযান চালিয়ে ফেনসিডিলসহ আশিকুর রহমানকে (২৪) গ্রেফতার করেছে। গ্রেফতারকৃত শিবগঞ্জ উপজেলার বাসিন্দা। এপিবিএন জানায়, গোপন সংবাদের ভিত্তিতে অভিযান চালানো হয়। তার বিরুদ্ধে মাদকদ্রব্য নিয়ন্ত্রণ আইনে মামলা দায়ের করা হয়েছে।: [592, 109, 686, 273]
date-gregorian: বুধবার ১৩ ডিসেম্বর ২০২৩: [775, 14, 871, 24]
tender-work-name: (a) Improvement of Telipara UNR - Dilalerpara Road from Ch.:700m - 1300m. (b) Earth Work on the same road (c) Protective Work on the same road (d) Road Safety Work on the same road under Upazila: Melendah, District: Jamalpur. [Road ID- 339615060] [Salvage amount-Tk.2,65,863.00]: [515, 1276, 884, 1295]
tender-id: 921495: [884, 1250, 928, 1276]
note: This is an online Tender, where only e-Tender will be accepted in the National e-GP Portal and no offline/hard copies will be accepted. Only e-GP registered tender under LGED, Jamalpur District are eligible.: [442, 1324, 904, 1339]
story-shahriar: [694, 242, 937, 428]
tender-id: 921491: [884, 1153, 928, 1179]
tender-header: [442, 1045, 928, 1095]
masthead: [8, 6, 937, 48]
byline: আক্কেলপুর (জয়পুরহাট) প্রতিনিধি: [694, 157, 781, 166]
ad-title: পুনঃ নিয়োগ বিজ্ঞপ্তি: [596, 520, 682, 539]
column-divider: [690, 56, 691, 366]
tender-ref: JDRIDP/MAL/RD 2023-24/VR-15: [443, 1198, 515, 1224]
story-bogura-pourashava: [8, 838, 236, 1057]
table-row: ০৪ অকেজো যানবাহন ১টি: [700, 548, 932, 559]
tender-ref: JDRIDP/MAL/RD 2023-24/VR-19: [443, 1295, 515, 1321]
byline: শেষের পাতার পর: [792, 265, 838, 274]
tender-ref: JDRIDP/MAL/RD 2023-24/VR-17: [443, 1276, 515, 1295]
tagline: জনগণের মুখপত্র: [28, 10, 68, 17]
column-center-left: [248, 56, 428, 1036]
headline[interactable]: টিসিবির পণ্যে ক্রেতাদের: [8, 56, 236, 74]
byline: শেষের পাতার পর: [488, 277, 534, 286]
byline: শেষের পাতার পর: [315, 180, 361, 189]
signature: 12/12/23: [857, 1388, 898, 1398]
story-rajshahi: [8, 547, 236, 832]
headline[interactable]: বগুড়ায় জাতীয় ভিটামিন: [442, 396, 580, 413]
story-body: প্রচণ্ড শীতে ছিন্নমূল মানুষের দুর্ভোগ বেড়েছে। ঘন কুয়াশায় সড়কে যানবাহন চলাচলে বিঘ্ন ঘটছে। আবহাওয়া অফিস জানিয়েছে, আগামী কয়েক দিন শীতের তীব্রতা আরও বাড়তে পারে। হাসপাতালে ঠান্ডাজনিত রোগে আক্রান্ত শিশু ও বয়স্ক রোগীর সংখ্যা বাড়ছে। বিভিন্ন সংগঠন শীতার্তদের মাঝে কম্বল বিতরণ করছে। প্রচণ্ড শীতে ছিন্নমূল মানুষের দুর্ভোগ বেড়েছে। ঘন কুয়াশায় সড়কে যানবাহন চলাচলে বিঘ্ন ঘটছে। আবহাওয়া অফিস জানিয়েছে, আগামী কয়েক দিন শীতের তীব্রতা আরও বাড়তে পারে। হাসপাতালে ঠান্ডাজনিত রোগে আক্রান্ত শিশু ও বয়স্ক রোগীর সংখ্যা বাড়ছে। বিভিন্ন সংগঠন শীতার্তদের মাঝে কম্বল বিতরণ করছে। কাছে করা হয়। ক্ষুদ্র ব্যবসায়ীরা জানান, বাজারে ক্রেতা কমে যাওয়ায় তাঁদের বেচাকেনা কমে গেছে। দ্রব্যমূল্য বৃদ্ধি পাওয়ায় সাধারণ মানুষ প্রয়োজনের চেয়ে কম কেনাকাটা করছেন। স্থানীয় প্রশাসন বাজার মনিটরিং জোরদার করার কথা জানিয়েছে। প্রচণ্ড শীতে ছিন্নমূল মানুষের দুর্ভোগ বেড়েছে। ঘন কুয়াশায় সড়কে যানবাহন চলাচলে বিঘ্ন ঘটছে। আবহাওয়া অফিস জানিয়েছে, আগামী কয়েক দিন শীতের তীব্রতা আরও বাড়তে পারে। হাসপাতালে ঠান্ডাজনিত রোগে আক্রান্ত শিশু ও বয়স্ক রোগীর সংখ্যা বাড়ছে। বিভিন্ন সংগঠন শীতার্তদের মাঝে কম্বল বিতরণ করছে। প্রচণ্ড শীতে ছিন্নমূল মানুষের দুর্ভোগ বেড়েছে। ঘন কুয়াশায় সড়কে যানবাহন চলাচলে বিঘ্ন ঘটছে। আবহাওয়া অফিস জানিয়েছে, আগামী কয়েক দিন শীতের তীব্রতা আরও বাড়তে পারে। হাসপাতালে ঠান্ডাজনিত রোগে আক্রান্ত শিশু ও বয়স্ক রোগীর সংখ্যা বাড়ছে। বিভিন্ন সংগঠন শীতার্তদের মাঝে কম্বল বিতরণ করছে। কাছে করা হয়। ক্ষুদ্র ব্যবসায়ীরা জানান, বাজারে ক্রেতা কমে যাওয়ায় তাঁদের বেচাকেনা কমে গেছে। দ্রব্যমূল্য বৃদ্ধি পাওয়ায় সাধারণ মানুষ প্রয়োজনের চেয়ে কম কেনাকাটা করছেন। স্থানীয় প্রশাসন বাজার মনিটরিং জোরদার করার কথা জানিয়েছে।: [248, 1040, 428, 1274]
ad-signer: সভাপতি: [661, 597, 682, 605]
tender-id: 921496: [884, 1276, 928, 1295]
story-tcb: [8, 56, 236, 254]
memo-date: Date:12-12-23: [887, 1101, 928, 1109]
headline[interactable]: বগুড়ায় ফেনসিডিলসহ ব্যবসায়ী গ্রেফতার: [603, 57, 675, 92]
table-row: [443, 1153, 928, 1179]
col-id: Tender ID: [884, 1143, 928, 1153]
tender-intro: e-Tender is invited the National e-GP System Portal (http://www.eprocure.gov.bd) for the Procurement of work details in table:: [442, 1131, 798, 1139]
ad-title: নিয়োগ বিজ্ঞপ্তি: [596, 618, 681, 630]
nilam-table: ক্রমিক মালামালের বিবরণ পরিমাণ ০১ পুরাতন আসবাবপত্র ১টি ০২ পুরাতন লোহার মালামাল ১টি ০৩ পুরাতন বৈদ্যুতিক সরঞ্জাম ১টি ০৪ অকেজো যানবাহন ১টি: [699, 505, 932, 559]
headline[interactable]: যমুনায় বেড়া দিয়ে: [252, 56, 344, 71]
tender-table: [442, 1142, 928, 1321]
byline: শেষের পাতার পর: [488, 417, 534, 426]
